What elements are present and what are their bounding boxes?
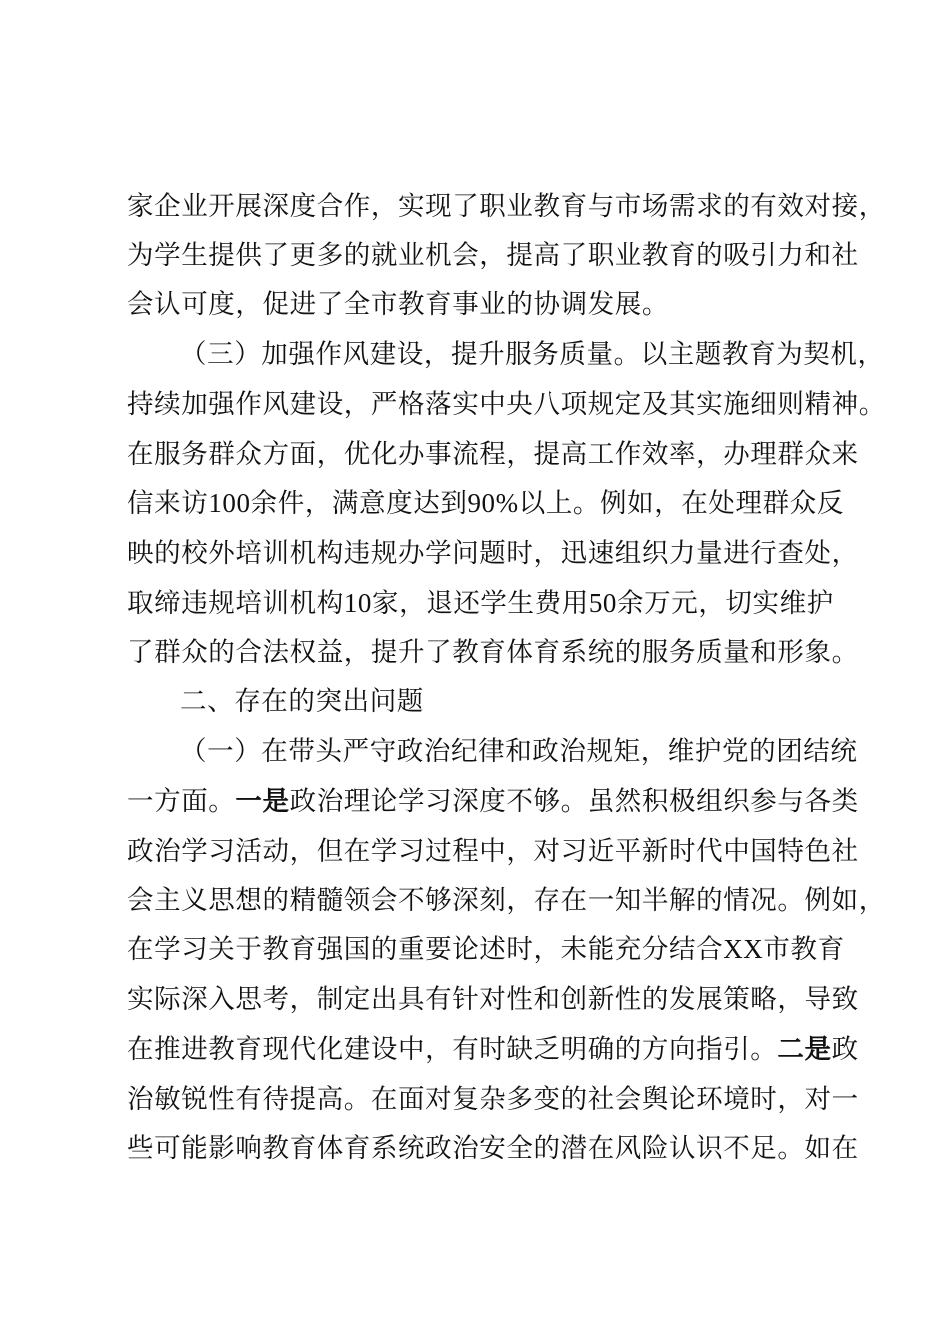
text-line: 了群众的合法权益，提升了教育体育系统的服务质量和形象。 <box>127 637 859 668</box>
text-line: 持续加强作风建设，严格落实中央八项规定及其实施细则精神。 <box>127 389 886 420</box>
text-line: 映的校外培训机构违规办学问题时，迅速组织力量进行查处， <box>127 538 859 569</box>
text-line: 些可能影响教育体育系统政治安全的潜在风险认识不足。如在 <box>127 1133 859 1164</box>
section-heading-two: 二、存在的突出问题 <box>180 686 424 717</box>
text-line: 在学习关于教育强国的重要论述时，未能充分结合XX市教育 <box>127 934 845 965</box>
bold-marker: 二是 <box>777 1034 832 1065</box>
text-line: 取缔违规培训机构10家，退还学生费用50余万元，切实维护 <box>127 588 834 619</box>
text-line: 一方面。一是政治理论学习深度不够。虽然积极组织参与各类 <box>127 786 859 817</box>
text-line: 会认可度，促进了全市教育事业的协调发展。 <box>127 289 669 320</box>
text-line: 在推进教育现代化建设中，有时缺乏明确的方向指引。二是政 <box>127 1034 859 1065</box>
text-line: 信来访100余件，满意度达到90%以上。例如，在处理群众反 <box>127 488 844 519</box>
text-line: 会主义思想的精髓领会不够深刻，存在一知半解的情况。例如， <box>127 885 886 916</box>
bold-marker: 一是 <box>235 786 290 817</box>
text-line: 为学生提供了更多的就业机会，提高了职业教育的吸引力和社 <box>127 240 859 271</box>
text-line: 治敏锐性有待提高。在面对复杂多变的社会舆论环境时，对一 <box>127 1084 859 1115</box>
text-line: 家企业开展深度合作，实现了职业教育与市场需求的有效对接， <box>127 191 886 222</box>
text-line: 实际深入思考，制定出具有针对性和创新性的发展策略，导致 <box>127 984 859 1015</box>
subsection-heading-one: （一）在带头严守政治纪律和政治规矩，维护党的团结统 <box>180 736 858 767</box>
text-line: 在服务群众方面，优化办事流程，提高工作效率，办理群众来 <box>127 439 859 470</box>
section-heading-three: （三）加强作风建设，提升服务质量。以主题教育为契机， <box>180 339 885 370</box>
text-line: 政治学习活动，但在学习过程中，对习近平新时代中国特色社 <box>127 836 859 867</box>
